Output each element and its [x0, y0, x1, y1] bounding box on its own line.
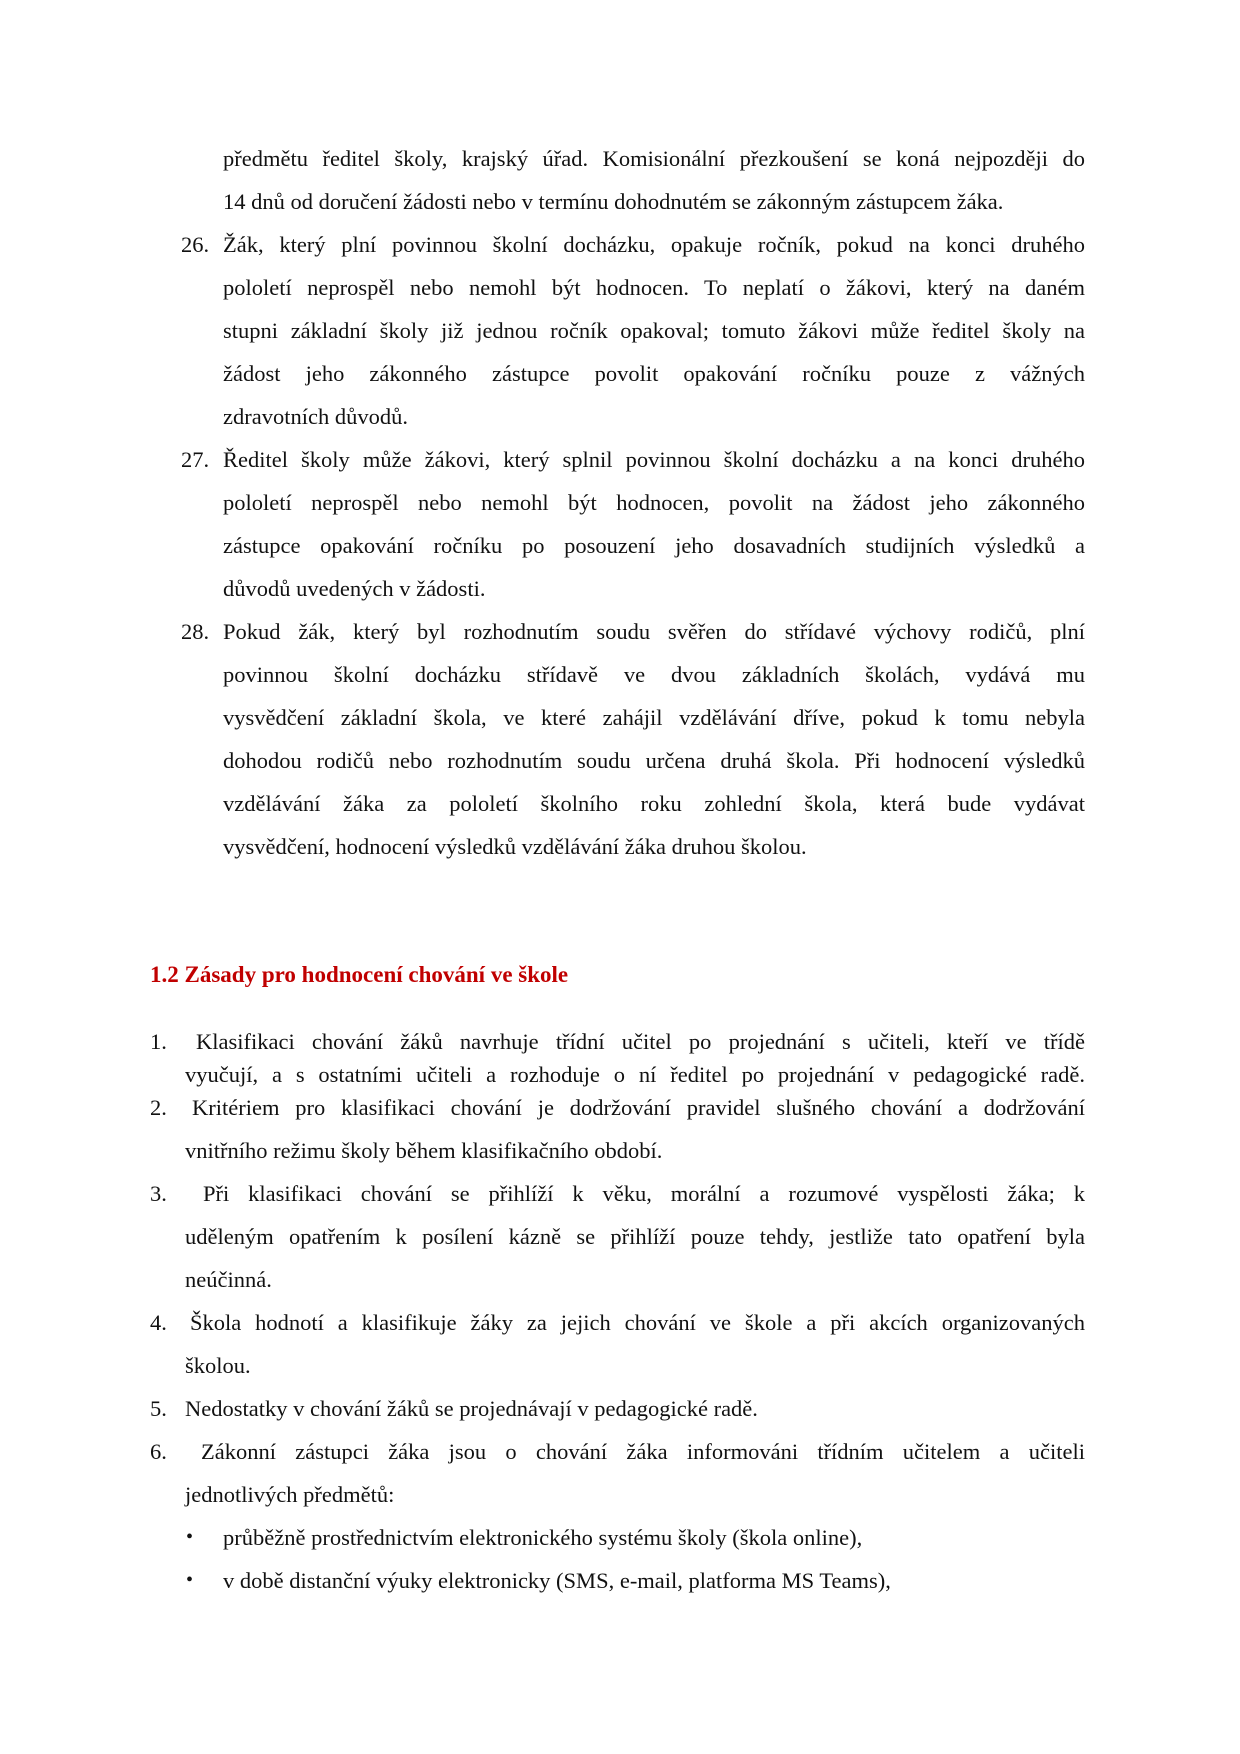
- text-line: jednotlivých předmětů:: [185, 1482, 395, 1507]
- list-number: 27.: [181, 447, 210, 472]
- text-line: Ředitel školy může žákovi, který splnil povinnou školní docházku a na konci druhého: [223, 447, 1085, 472]
- text-line: vysvědčení, hodnocení výsledků vzdělávání žáka druhou školou.: [223, 834, 807, 859]
- text-line: Kritériem pro klasifikaci chování je dodržování pravidel slušného chování a dodržování: [192, 1095, 1085, 1120]
- text-line: Klasifikaci chování žáků navrhuje třídní učitel po projednání s učiteli, kteří ve třídě: [196, 1029, 1085, 1054]
- text-line: vzdělávání žáka za pololetí školního roku zohlední škola, která bude vydávat: [223, 791, 1085, 816]
- list-number: 2.: [150, 1095, 167, 1120]
- section-heading: 1.2 Zásady pro hodnocení chování ve škole: [150, 962, 569, 987]
- list-number: 5.: [150, 1396, 167, 1421]
- list-number: 4.: [150, 1310, 167, 1335]
- text-line: předmětu ředitel školy, krajský úřad. Komisionální přezkoušení se koná nejpozději do: [223, 146, 1085, 171]
- list-number: 26.: [181, 232, 210, 257]
- text-line: v době distanční výuky elektronicky (SMS, e-mail, platforma MS Teams),: [223, 1568, 891, 1593]
- text-line: Pokud žák, který byl rozhodnutím soudu svěřen do střídavé výchovy rodičů, plní: [223, 619, 1085, 644]
- list-number: 28.: [181, 619, 210, 644]
- text-line: vysvědčení základní škola, ve které zahájil vzdělávání dříve, pokud k tomu nebyla: [223, 705, 1085, 730]
- text-line: stupni základní školy již jednou ročník opakoval; tomuto žákovi může ředitel školy na: [223, 318, 1085, 343]
- text-line: neúčinná.: [185, 1267, 272, 1292]
- text-line: zástupce opakování ročníku po posouzení jeho dosavadních studijních výsledků a: [223, 533, 1085, 558]
- list-number: 3.: [150, 1181, 167, 1206]
- bullet-icon: •: [186, 1526, 194, 1548]
- text-line: Zákonní zástupci žáka jsou o chování žáka informováni třídním učitelem a učiteli: [201, 1439, 1085, 1464]
- text-line: Žák, který plní povinnou školní docházku, opakuje ročník, pokud na konci druhého: [223, 232, 1085, 257]
- bullet-icon: •: [186, 1569, 194, 1591]
- text-line: dohodou rodičů nebo rozhodnutím soudu určena druhá škola. Při hodnocení výsledků: [223, 748, 1085, 773]
- text-line: Škola hodnotí a klasifikuje žáky za jejich chování ve škole a při akcích organizovaných: [190, 1310, 1085, 1335]
- text-line: uděleným opatřením k posílení kázně se přihlíží pouze tehdy, jestliže tato opatření byla: [185, 1224, 1085, 1249]
- list-number: 1.: [150, 1029, 167, 1054]
- text-line: 14 dnů od doručení žádosti nebo v termínu dohodnutém se zákonným zástupcem žáka.: [223, 189, 1004, 214]
- text-line: pololetí neprospěl nebo nemohl být hodnocen, povolit na žádost jeho zákonného: [223, 490, 1085, 515]
- text-line: zdravotních důvodů.: [223, 404, 408, 429]
- text-line: školou.: [185, 1353, 251, 1378]
- text-line: důvodů uvedených v žádosti.: [223, 576, 486, 601]
- text-line: vnitřního režimu školy během klasifikačního období.: [185, 1138, 663, 1163]
- text-line: Nedostatky v chování žáků se projednávají v pedagogické radě.: [185, 1396, 758, 1421]
- text-line: Při klasifikaci chování se přihlíží k věku, morální a rozumové vyspělosti žáka; k: [203, 1181, 1085, 1206]
- list-number: 6.: [150, 1439, 167, 1464]
- text-line: žádost jeho zákonného zástupce povolit opakování ročníku pouze z vážných: [223, 361, 1085, 386]
- text-line: povinnou školní docházku střídavě ve dvou základních školách, vydává mu: [223, 662, 1085, 687]
- text-line: pololetí neprospěl nebo nemohl být hodnocen. To neplatí o žákovi, který na daném: [223, 275, 1085, 300]
- text-line: vyučují, a s ostatními učiteli a rozhoduje o ní ředitel po projednání v pedagogické radě.: [185, 1062, 1085, 1087]
- text-line: průběžně prostřednictvím elektronického systému školy (škola online),: [223, 1525, 863, 1550]
